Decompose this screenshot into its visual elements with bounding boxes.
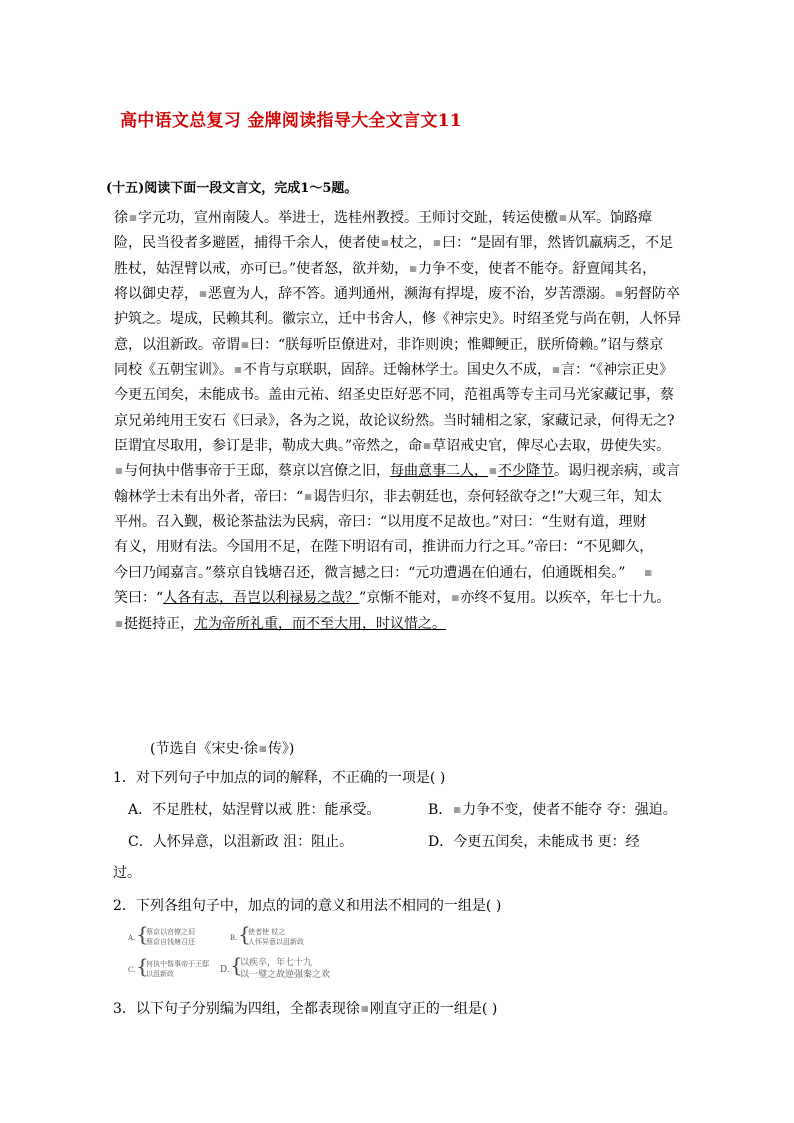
q2-b-line-1: 使者使 杖之 xyxy=(248,928,286,936)
passage-text: 今曰乃闻嘉言。”蔡京自钱塘召还，微言撼之曰：“元功遭遇在伯通右，伯通既相矣。” xyxy=(114,564,626,581)
q2-c-line-2: 以沮新政 xyxy=(146,970,174,978)
passage-text: 笑曰：“ xyxy=(114,590,164,607)
missing-character-icon: ▦ xyxy=(115,618,123,628)
question-1-option-d: D．今更五闰矣，未能成书 更：经 xyxy=(428,834,640,850)
passage-text: 杖之， xyxy=(390,235,432,252)
q2-d-line-2: 以一璧之故逆强秦之欢 xyxy=(240,970,331,980)
question-2-stem: 2．下列各组句子中，加点的词的意义和用法不相同的一组是( ) xyxy=(113,898,502,914)
passage-text: 今更五闰矣，未能成书。盖由元祐、绍圣史臣好恶不同，范祖禹等专主司马光家藏记事，蔡 xyxy=(114,387,674,404)
passage-text: 同校《五朝宝训》。 xyxy=(114,362,233,379)
passage-text: 草诏戒史官，俾尽心去取，毋使失实。 xyxy=(432,438,671,455)
passage-text: 平州。召入觐，极论茶盐法为民病，帝曰：“以用度不足故也。”对曰：“生财有道，理财 xyxy=(114,514,647,531)
passage-text: 谒告归尔，非去朝廷也，奈何轻欲夺之!”大观三年，知太 xyxy=(313,488,662,505)
passage-text: 亦终不复用。以疾卒，年七十九。 xyxy=(460,590,671,607)
question-1-stem: 1．对下列句子中加点的词的解释，不正确的一项是( ) xyxy=(113,770,446,786)
reading-instruction: (十五)阅读下面一段文言文，完成1～5题。 xyxy=(106,181,358,196)
q2-c-line-1: 何执中偕事帝于王邸 xyxy=(146,960,209,968)
missing-character-icon: ▦ xyxy=(259,744,267,753)
passage-text: 翰林学士未有出外者，帝曰：“ xyxy=(114,488,304,505)
passage-text: 胜杖，姑涅臂以戒，亦可已。”使者怒，欲并劾， xyxy=(114,260,409,277)
passage-line xyxy=(114,434,694,459)
passage-text: 有义，用财有法。今国用不足，在陛下明诏有司，推讲而力行之耳。”帝曰：“不见卿久， xyxy=(114,539,654,556)
classical-chinese-passage xyxy=(114,206,694,637)
q2-label-d: D. xyxy=(220,965,230,975)
passage-line xyxy=(114,586,694,611)
passage-line xyxy=(114,257,694,282)
passage-line xyxy=(114,612,694,637)
missing-character-icon: ▦ xyxy=(241,339,249,349)
passage-text: 。谒归视亲病，或言 xyxy=(554,463,680,480)
missing-character-icon: ▦ xyxy=(644,567,653,577)
missing-character-icon: ▦ xyxy=(451,593,460,603)
passage-text: 不肯与京联职，固辞。迁翰林学士。国史久不成， xyxy=(243,362,551,379)
missing-character-icon: ▦ xyxy=(381,238,389,248)
passage-text: 臣谓宜尽取用，参订是非，勒成大典。”帝然之，命 xyxy=(114,438,423,455)
passage-line xyxy=(114,358,694,383)
passage-line xyxy=(114,561,694,586)
question-1-option-a: A．不足胜杖，姑涅臂以戒 胜：能承受。 xyxy=(128,802,381,818)
underlined-phrase: 尤为帝所礼重，而不至大用，时议惜之。 xyxy=(194,615,446,632)
missing-character-icon: ▦ xyxy=(361,1004,369,1013)
underlined-phrase: 每曲意事二人， xyxy=(390,463,488,480)
missing-character-icon: ▦ xyxy=(409,263,417,273)
q2-label-a: A. xyxy=(128,934,136,942)
missing-character-icon: ▦ xyxy=(433,238,441,248)
missing-character-icon: ▦ xyxy=(453,805,462,814)
missing-character-icon: ▦ xyxy=(489,466,497,476)
passage-text: 与何执中偕事帝于王邸，蔡京以宫僚之旧， xyxy=(124,463,390,480)
passage-line xyxy=(114,383,694,408)
q2-d-line-1: 以疾卒，年七十九 xyxy=(240,958,313,968)
underlined-phrase: 不少降节 xyxy=(498,463,554,480)
question-1-option-d-continued: 过。 xyxy=(113,865,141,881)
passage-line xyxy=(114,535,694,560)
missing-character-icon: ▦ xyxy=(115,466,123,476)
passage-source: (节选自《宋史·徐▦传》) xyxy=(150,741,295,757)
brace-icon: { xyxy=(136,954,149,978)
passage-text: 字元功，宣州南陵人。举进士，选桂州教授。王师讨交趾，转运使檄 xyxy=(138,210,558,226)
passage-text: 挺挺持正， xyxy=(124,615,194,632)
brace-icon: { xyxy=(230,953,243,977)
passage-line xyxy=(114,231,694,256)
missing-character-icon: ▦ xyxy=(423,441,431,451)
passage-text: 意，以沮新政。帝谓 xyxy=(114,336,240,353)
passage-text: 恶亶为人，辞不答。通判通州，濒海有捍堤，废不治，岁苦漂溺。 xyxy=(208,286,614,303)
question-1-option-b: B．▦力争不变，使者不能夺 夺：强迫。 xyxy=(428,802,677,818)
document-title: 高中语文总复习 金牌阅读指导大全文言文11 xyxy=(120,111,462,131)
q2-label-c: C. xyxy=(128,966,136,974)
passage-text: 徐 xyxy=(114,210,128,226)
missing-character-icon: ▦ xyxy=(199,289,207,299)
missing-character-icon: ▦ xyxy=(234,365,242,375)
q2-label-b: B. xyxy=(230,934,238,942)
question-3-stem: 3．以下句子分别编为四组，全都表现徐▦刚直守正的一组是( ) xyxy=(113,1001,498,1017)
passage-text: 力争不变，使者不能夺。舒亶闻其名， xyxy=(418,260,657,277)
missing-character-icon: ▦ xyxy=(129,213,137,222)
missing-character-icon: ▦ xyxy=(559,213,567,222)
underlined-phrase: 人各有志，吾岂以利禄易之哉？ xyxy=(163,590,360,607)
passage-text: ”京惭不能对， xyxy=(359,590,451,607)
passage-text: 曰：“是固有罪，然皆饥羸病乏，不足 xyxy=(442,235,674,252)
passage-line xyxy=(114,459,694,484)
passage-text: 险，民当役者多避匿，捕得千余人，使者使 xyxy=(114,235,380,252)
missing-character-icon: ▦ xyxy=(615,289,623,299)
passage-text: 将以御史荐， xyxy=(114,286,198,303)
brace-icon: { xyxy=(238,922,251,946)
passage-text: 京兄弟纯用王安石《曰录》，各为之说，故论议纷然。当时辅相之家，家藏记录，何得无之? xyxy=(114,412,675,429)
q2-b-line-2: 人怀异意以沮新政 xyxy=(248,938,304,946)
passage-line xyxy=(114,510,694,535)
passage-line xyxy=(114,409,694,434)
passage-line xyxy=(114,206,694,231)
passage-line xyxy=(114,307,694,332)
passage-text: 护筑之。堤成，民赖其利。徽宗立，迁中书舍人，修《神宗史》。时绍圣党与尚在朝，人怀异 xyxy=(114,311,681,328)
brace-icon: { xyxy=(136,922,149,946)
passage-line xyxy=(114,485,694,510)
missing-character-icon: ▦ xyxy=(552,365,560,375)
passage-line xyxy=(114,333,694,358)
passage-text: 从军。饷路瘴 xyxy=(568,210,652,226)
passage-text: 躬督防卒 xyxy=(624,286,680,303)
question-1-option-c: C．人怀异意，以沮新政 沮：阻止。 xyxy=(128,834,354,850)
q2-a-line-2: 蔡京自钱塘召还 xyxy=(146,938,195,946)
passage-line xyxy=(114,282,694,307)
passage-text: 曰：“朕每听臣僚进对，非诈则谀；惟卿鲠正，朕所倚赖。”诏与蔡京 xyxy=(250,336,664,353)
passage-text: 言：“《神宗正史》 xyxy=(561,362,674,379)
missing-character-icon: ▦ xyxy=(304,491,312,501)
q2-a-line-1: 蔡京以宫僚之旧 xyxy=(146,928,195,936)
